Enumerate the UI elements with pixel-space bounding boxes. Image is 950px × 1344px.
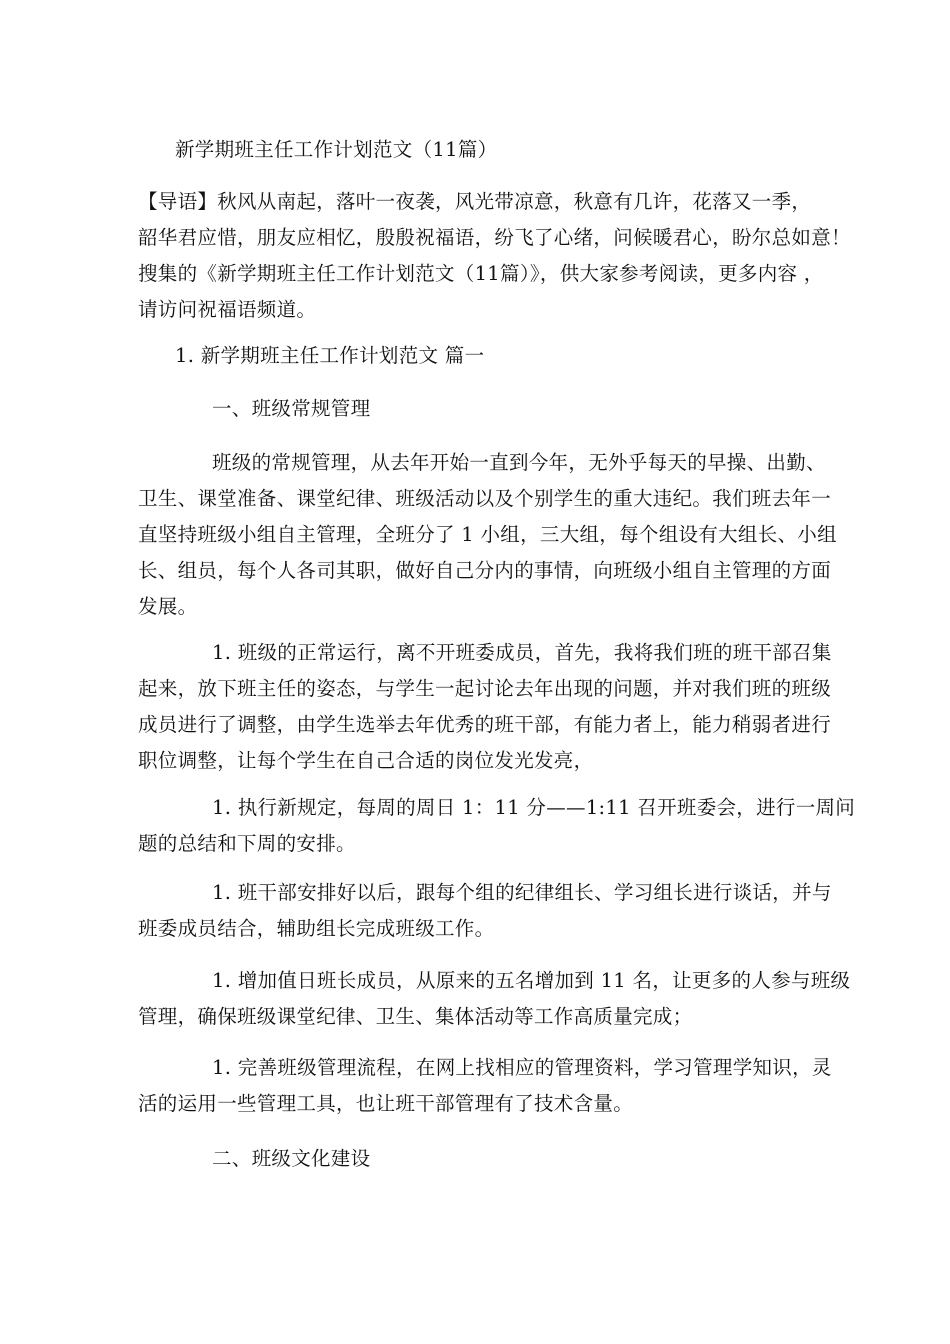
- list-item-duty-monitors: [138, 963, 850, 1035]
- paragraph-line: 长、组员，每个人各司其职，做好自己分内的事情，向班级小组自主管理的方面: [138, 559, 832, 582]
- list-item-new-rules: [138, 790, 855, 862]
- list-item-line: 起来，放下班主任的姿态，与学生一起讨论去年出现的问题，并对我们班的班级: [138, 677, 832, 700]
- section-heading-2: 二、班级文化建设: [212, 1147, 371, 1170]
- list-item-line: 活的运用一些管理工具，也让班干部管理有了技术含量。: [138, 1092, 634, 1115]
- paragraph-line: 直坚持班级小组自主管理，全班分了 1 小组，三大组，每个组设有大组长、小组: [138, 523, 837, 546]
- paragraph-line: 发展。: [138, 595, 198, 618]
- paragraph-routine-management: [138, 445, 837, 625]
- intro-line: 请访问祝福语频道。: [138, 298, 317, 321]
- list-item-class-committee: [138, 635, 832, 779]
- list-item-line: 1. 班级的正常运行，离不开班委成员，首先，我将我们班的班干部召集: [212, 641, 832, 664]
- intro-line: 【导语】秋风从南起，落叶一夜袭，风光带凉意，秋意有几许，花落又一季，: [138, 190, 812, 213]
- list-item-team-leaders: [138, 875, 832, 947]
- list-item-line: 1. 执行新规定，每周的周日 1：11 分——1:11 召开班委会，进行一周问: [212, 796, 856, 819]
- list-item-line: 1. 完善班级管理流程，在网上找相应的管理资料，学习管理学知识，灵: [212, 1056, 832, 1079]
- list-item-line: 题的总结和下周的安排。: [138, 832, 356, 855]
- document-title: 新学期班主任工作计划范文（11篇）: [175, 138, 498, 161]
- list-item-line: 职位调整，让每个学生在自己合适的岗位发光发亮，: [138, 749, 594, 772]
- list-item-line: 管理，确保班级课堂纪律、卫生、集体活动等工作高质量完成；: [138, 1005, 693, 1028]
- intro-line: 韶华君应惜，朋友应相忆，殷殷祝福语，纷飞了心绪，问候暖君心，盼尔总如意！: [138, 226, 851, 249]
- intro-paragraph: [138, 184, 851, 328]
- paragraph-line: 卫生、课堂准备、课堂纪律、班级活动以及个别学生的重大违纪。我们班去年一: [138, 487, 832, 510]
- section-heading-1: 一、班级常规管理: [212, 397, 371, 420]
- list-item-line: 1. 班干部安排好以后，跟每个组的纪律组长、学习组长进行谈话，并与: [212, 881, 832, 904]
- list-item-line: 班委成员结合，辅助组长完成班级工作。: [138, 917, 495, 940]
- paragraph-line: 班级的常规管理，从去年开始一直到今年，无外乎每天的早操、出勤、: [212, 451, 826, 474]
- article-heading: 1. 新学期班主任工作计划范文 篇一: [175, 344, 485, 367]
- list-item-management-process: [138, 1050, 832, 1122]
- list-item-line: 1. 增加值日班长成员，从原来的五名增加到 11 名，让更多的人参与班级: [212, 969, 851, 992]
- list-item-line: 成员进行了调整，由学生选举去年优秀的班干部，有能力者上，能力稍弱者进行: [138, 713, 832, 736]
- intro-line: 搜集的《新学期班主任工作计划范文（11篇）》，供大家参考阅读，更多内容 ，: [138, 262, 824, 285]
